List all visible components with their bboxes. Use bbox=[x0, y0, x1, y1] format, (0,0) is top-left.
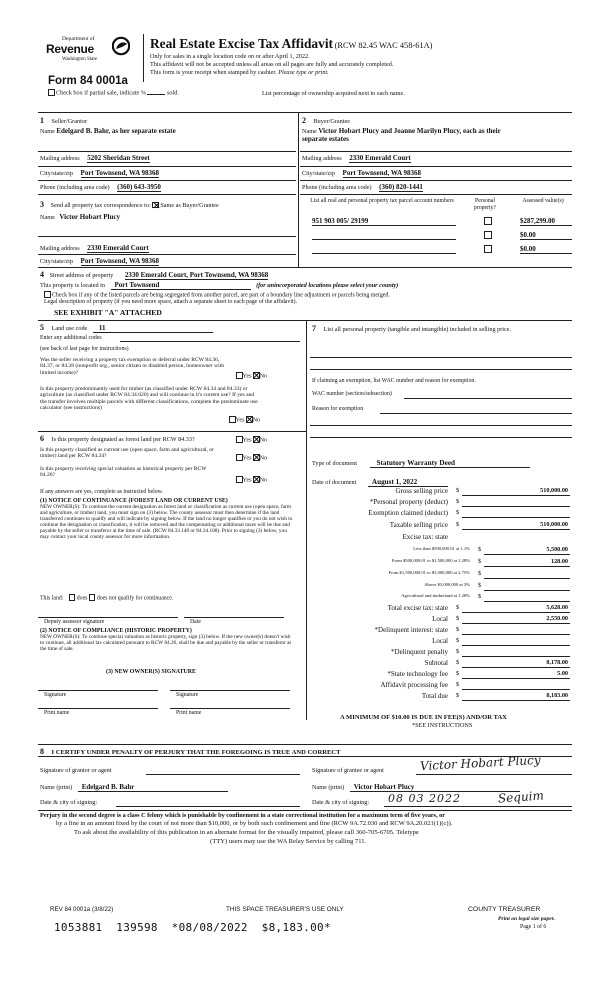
notice-compliance-body: NEW OWNER(S): To continue special valuation as historic property, sign (3) below. If the new owner(s) doesn't wish to continue, all additional tax calculated pursuant to RCW 84.26, shall be due and payable by the seller or transferor at the time of sale. bbox=[40, 634, 291, 652]
personal-property-label: 7 List all personal property (tangible and intangible) included in selling price. bbox=[312, 324, 512, 333]
parcel-number[interactable] bbox=[312, 245, 456, 254]
buyer-city[interactable]: Port Townsend, WA 98368 bbox=[342, 169, 421, 177]
new-owner-signature-label: Signature bbox=[176, 692, 199, 698]
exemption-claimed-row: Exemption claimed (deduct) $ bbox=[318, 509, 570, 519]
county-treasurer-label: COUNTY TREASURER bbox=[468, 906, 541, 913]
treasurer-space-label: THIS SPACE TREASURER'S USE ONLY bbox=[226, 906, 344, 913]
seller-city-row: City/state/zip Port Townsend, WA 98368 bbox=[40, 169, 159, 177]
delinquent-penalty-row: *Delinquent penalty $ bbox=[318, 648, 570, 658]
perjury-line-2: by a fine in an amount fixed by the court of not more than $10,000, or by both such confinement and fine (RCW 9A.72.030 and RCW 9A.20.021(1)(c)). bbox=[56, 820, 453, 827]
current-use-no-checkbox[interactable] bbox=[253, 454, 260, 461]
notice-compliance-title: (2) NOTICE OF COMPLIANCE (HISTORIC PROPERTY) bbox=[40, 628, 192, 634]
parcel-row bbox=[308, 230, 572, 242]
see-instructions-note: *SEE INSTRUCTIONS bbox=[412, 722, 473, 729]
deputy-date-label: Date bbox=[190, 619, 201, 625]
delinquent-state-row: *Delinquent interest: state $ bbox=[318, 626, 570, 636]
grantee-city[interactable]: Sequim bbox=[497, 788, 545, 806]
current-use-yes-checkbox[interactable] bbox=[236, 454, 243, 461]
personal-property-checkbox[interactable] bbox=[484, 217, 492, 225]
does-qualify-checkbox[interactable] bbox=[69, 594, 76, 601]
historic-yes-checkbox[interactable] bbox=[236, 476, 243, 483]
buyer-heading: 2 Buyer/Grantee bbox=[302, 116, 350, 125]
located-in-row: This property is located in Port Townsend (for unincorporated locations please select your county) bbox=[40, 281, 399, 289]
seller-name-row: Name Edelgard B. Bahr, as her separate estate bbox=[40, 127, 176, 135]
parcel-number[interactable] bbox=[312, 231, 456, 240]
total-state-row: Total excise tax: state $ 5,628.00 bbox=[387, 604, 568, 612]
land-use-row: 5 Land use code 11 bbox=[40, 323, 213, 333]
timber-no-checkbox[interactable] bbox=[246, 416, 253, 423]
notice-continuance-body: NEW OWNER(S): To continue the current designation as forest land or classification as current use (open space, farm and agriculture, or timber) land, you must sign on (3) below. The county assessor must then determine if the land transferred continues to qualify and will indicate by signing below. If the land no longer qualifies or you do not wish to continue the designation or classification, it will be removed and the compensating or additional taxes will be due and payable by the seller or transferor at the time of sale. (RCW 84.33.140 or 84.34.108). Prior to signing (3) below, you may contact your local county assessor for more information. bbox=[40, 504, 293, 540]
tier1-amount[interactable]: 5,500.00 bbox=[546, 546, 568, 553]
buyer-phone-row: Phone (including area code) (360) 820-1441 bbox=[302, 183, 423, 191]
correspondence-row: 3 Send all property tax correspondence to: Same as Buyer/Grantee bbox=[40, 200, 219, 209]
state-technology-fee[interactable]: 5.00 bbox=[557, 670, 568, 677]
exemption-yes-checkbox[interactable] bbox=[236, 372, 243, 379]
tier5-row: Agricultural and timberland at 1.28% $ bbox=[318, 593, 570, 603]
cashier-stamp: 1053881 139598 *08/08/2022 $8,183.00* bbox=[54, 921, 331, 934]
grantee-date[interactable]: 08 03 2022 bbox=[388, 792, 461, 805]
tier2-row: From $500,000.01 to $1,500,000 at 1.28% $ 128.00 bbox=[391, 558, 568, 565]
affidavit-fee-row: Affidavit processing fee $ bbox=[318, 681, 570, 691]
tier3-row: From $1,500,000.01 to $3,000,000 at 2.75% $ bbox=[318, 570, 570, 580]
gross-selling-price-row: Gross selling price $ 510,000.00 bbox=[395, 487, 568, 495]
correspondence-mailing-row: Mailing address 2330 Emerald Court bbox=[40, 244, 149, 252]
see-back-note: (see back of last page for instructions) bbox=[40, 346, 129, 352]
seller-name[interactable]: Edelgard B. Bahr, as her separate estate bbox=[56, 127, 176, 135]
assessed-value[interactable]: $287,299.00 bbox=[520, 217, 572, 226]
timber-question: Is this property predominantly used for timber (as classified under RCW 84.34 and 84.33) or agriculture (as classified under RCW 84.34.020) and will continue in it's current use? If yes and the transfer involves multiple parcels with different classifications, complete the predominate use calculator (see instructions) bbox=[40, 386, 258, 412]
same-as-buyer-checkbox[interactable] bbox=[152, 202, 159, 209]
exhibit-attached: SEE EXHIBIT "A" ATTACHED bbox=[54, 308, 162, 317]
notice-continuance-title: (1) NOTICE OF CONTINUANCE (FOREST LAND OR CURRENT USE) bbox=[40, 498, 228, 504]
local-tax-row: Local $ 2,550.00 bbox=[432, 615, 568, 623]
dor-logo bbox=[46, 36, 134, 66]
historic-question: Is this property receiving special valuation as historical property per RCW 84.26? bbox=[40, 466, 207, 479]
buyer-name-row: Name Victor Hobart Plucy and Joanne Marilyn Plucy, each as their separate estates bbox=[302, 127, 501, 144]
total-due[interactable]: 8,183.00 bbox=[546, 692, 568, 699]
historic-no-checkbox[interactable] bbox=[253, 476, 260, 483]
tier1-row: Less than $500,000.01 at 1.1% $ 5,500.00 bbox=[413, 546, 568, 553]
exemption-question: Was the seller receiving a property tax exemption or deferral under RCW 84.36, 84.37, or 84.38 (nonprofit org., senior citizen or disabled person, homeowner with limited income)? bbox=[40, 357, 224, 376]
title-rcw: (RCW 82.45 WAC 458-61A) bbox=[334, 41, 433, 50]
seller-phone-row: Phone (including area code) (360) 643-3950 bbox=[40, 183, 161, 191]
correspondence-mailing[interactable]: 2330 Emerald Court bbox=[87, 244, 149, 252]
total-excise-state[interactable]: 5,628.00 bbox=[546, 604, 568, 611]
assessed-value[interactable]: $0.00 bbox=[520, 245, 572, 254]
street-address-row: 4 Street address of property 2330 Emerald Court, Port Townsend, WA 98368 bbox=[40, 270, 269, 279]
gross-selling-price[interactable]: 510,000.00 bbox=[540, 487, 568, 494]
page-number: Page 1 of 6 bbox=[520, 924, 547, 930]
correspondence-name-row: Name Victor Hobart Plucy bbox=[40, 213, 120, 221]
dept-line2: Revenue bbox=[46, 42, 94, 56]
parcel-col-header: List all real and personal property tax parcel account numbers bbox=[310, 198, 454, 204]
legal-paper-note: Print on legal size paper. bbox=[498, 916, 556, 922]
grantor-date-label: Date & city of signing: bbox=[40, 799, 98, 806]
header-note-2: This affidavit will not be accepted unless all areas on all pages are fully and accurately completed. bbox=[150, 61, 394, 68]
exemption-no-checkbox[interactable] bbox=[253, 372, 260, 379]
forest-yes-no: Yes No bbox=[236, 436, 267, 444]
seller-city[interactable]: Port Townsend, WA 98368 bbox=[80, 169, 159, 177]
minimum-fee-note: A MINIMUM OF $10.00 IS DUE IN FEE(S) AND/OR TAX bbox=[340, 714, 507, 721]
form-title bbox=[150, 36, 432, 51]
availability-note: To ask about the availability of this publication in an alternate format for the visually impaired, please call 360-705-6705. Teletype bbox=[74, 829, 419, 836]
buyer-city-row: City/state/zip Port Townsend, WA 98368 bbox=[302, 169, 421, 177]
ownership-note: List percentage of ownership acquired next to each name. bbox=[262, 90, 405, 97]
certify-statement: 8 I CERTIFY UNDER PENALTY OF PERJURY THAT THE FOREGOING IS TRUE AND CORRECT bbox=[40, 747, 341, 756]
legal-description-note: Legal description of property (if you need more space, attach a separate sheet to each page of the affidavit). bbox=[44, 299, 298, 305]
personal-property-checkbox[interactable] bbox=[484, 231, 492, 239]
document-type-row: Type of document Statutory Warranty Deed bbox=[312, 459, 530, 468]
parcel-row bbox=[308, 216, 572, 228]
partial-sale-row bbox=[48, 89, 179, 97]
assessed-value[interactable]: $0.00 bbox=[520, 231, 572, 240]
land-use-code[interactable]: 11 bbox=[93, 324, 213, 333]
exemption-yes-no: Yes No bbox=[236, 372, 267, 380]
if-yes-note: If any answers are yes, complete as instructed below. bbox=[40, 489, 163, 495]
document-type[interactable]: Statutory Warranty Deed bbox=[370, 459, 530, 468]
local-tax[interactable]: 2,550.00 bbox=[546, 615, 568, 622]
new-owner-print-label: Print name bbox=[44, 710, 70, 716]
document-date-row: Date of document August 1, 2022 bbox=[312, 478, 448, 487]
grantee-signature[interactable]: Victor Hobart Plucy bbox=[419, 752, 541, 774]
dept-line1: Department of bbox=[62, 36, 95, 42]
forest-no-checkbox[interactable] bbox=[253, 436, 260, 443]
taxable-selling-price[interactable]: 510,000.00 bbox=[540, 521, 568, 528]
partial-sold-label: sold. bbox=[167, 89, 179, 97]
assessed-col-header: Assessed value(s) bbox=[522, 198, 564, 204]
tty-note: (TTY) users may use the WA Relay Service by calling 711. bbox=[210, 838, 367, 845]
reason-label: Reason for exemption bbox=[312, 406, 364, 412]
header-note-3: This form is your receipt when stamped by cashier. Please type or print. bbox=[150, 69, 329, 76]
partial-sale-label: Check box if partial sale, indicate % bbox=[56, 89, 146, 97]
subtotal-row: Subtotal $ 8,178.00 bbox=[424, 659, 568, 667]
personal-property-deduct-row: *Personal property (deduct) $ bbox=[318, 498, 570, 508]
personal-col-header: Personal property? bbox=[473, 198, 497, 211]
grantor-name-row: Name (print) Edelgard B. Bahr bbox=[40, 783, 228, 792]
buyer-name-line1[interactable]: Victor Hobart Plucy and Joanne Marilyn Plucy, each as their bbox=[318, 127, 501, 135]
perjury-line-1: Perjury in the second degree is a class C felony which is punishable by confinement in a state correctional institution for a maximum term of five years, or bbox=[40, 812, 445, 819]
tech-fee-row: *State technology fee $ 5.00 bbox=[387, 670, 568, 678]
revision-label: REV 84 0001a (3/8/22) bbox=[50, 906, 114, 913]
deputy-signature-label: Deputy assessor signature bbox=[44, 619, 105, 625]
grantee-name-row: Name (print) Victor Hobart Plucy bbox=[312, 783, 520, 792]
current-use-yes-no: Yes No bbox=[236, 454, 267, 462]
forest-yes-checkbox[interactable] bbox=[236, 436, 243, 443]
dept-line3: Washington State bbox=[62, 57, 98, 62]
continuance-row: This land: does does not qualify for continuance. bbox=[40, 595, 174, 602]
delinquent-local-row: Local $ bbox=[318, 637, 570, 647]
segregated-row: Check box if any of the listed parcels are being segregated from another parcel, are part of a boundary line adjustment or parcels being merged. bbox=[44, 291, 390, 299]
additional-codes-label: Enter any additional codes bbox=[40, 335, 102, 341]
buyer-name-line2[interactable]: separate estates bbox=[302, 135, 349, 144]
new-owner-signature-label: Signature bbox=[44, 692, 67, 698]
buyer-mailing-row: Mailing address 2330 Emerald Court bbox=[302, 154, 411, 162]
timber-yes-checkbox[interactable] bbox=[229, 416, 236, 423]
dor-emblem-icon bbox=[112, 36, 130, 56]
property-street[interactable]: 2330 Emerald Court, Port Townsend, WA 98368 bbox=[124, 271, 269, 279]
correspondence-city[interactable]: Port Townsend, WA 98368 bbox=[80, 257, 159, 265]
grantor-name[interactable]: Edelgard B. Bahr bbox=[78, 783, 228, 792]
taxable-selling-price-row: Taxable selling price $ 510,000.00 bbox=[389, 521, 568, 529]
correspondence-city-row: City/state/zip Port Townsend, WA 98368 bbox=[40, 257, 159, 265]
excise-tax-state-label: Excise tax: state bbox=[402, 533, 448, 541]
timber-yes-no: Yes No bbox=[229, 416, 260, 424]
grantee-name[interactable]: Victor Hobart Plucy bbox=[350, 783, 520, 792]
seller-heading: 1 Seller/Grantor bbox=[40, 116, 87, 125]
subtotal[interactable]: 8,178.00 bbox=[546, 659, 568, 666]
current-use-question: Is this property classified as current use (open space, farm and agricultural, or timber) land per RCW 84.34? bbox=[40, 447, 214, 460]
personal-property-checkbox[interactable] bbox=[484, 245, 492, 253]
document-date[interactable]: August 1, 2022 bbox=[368, 478, 448, 487]
historic-yes-no: Yes No bbox=[236, 476, 267, 484]
wac-number-label: WAC number (section/subsection) bbox=[312, 391, 392, 397]
seller-mailing[interactable]: 5202 Sheridan Street bbox=[87, 154, 150, 162]
segregated-checkbox[interactable] bbox=[44, 291, 51, 298]
total-due-row: Total due $ 8,183.00 bbox=[421, 692, 568, 700]
does-not-qualify-checkbox[interactable] bbox=[89, 594, 96, 601]
partial-sale-checkbox[interactable] bbox=[48, 89, 55, 96]
grantee-signature-label: Signature of grantee or agent bbox=[312, 767, 384, 774]
title-text: Real Estate Excise Tax Affidavit bbox=[150, 36, 334, 51]
buyer-mailing[interactable]: 2330 Emerald Court bbox=[349, 154, 411, 162]
grantee-date-label: Date & city of signing: bbox=[312, 799, 370, 806]
tier2-amount[interactable]: 128.00 bbox=[550, 558, 568, 565]
correspondence-name[interactable]: Victor Hobart Plucy bbox=[59, 213, 120, 221]
grantor-signature-label: Signature of grantor or agent bbox=[40, 767, 112, 774]
new-owner-signature-title: (3) NEW OWNER(S) SIGNATURE bbox=[106, 669, 196, 675]
seller-mailing-row: Mailing address 5202 Sheridan Street bbox=[40, 154, 150, 162]
forest-question: 6 Is this property designated as forest land per RCW 84.33? bbox=[40, 434, 195, 443]
header-note-1: Only for sales in a single location code on or after April 1, 2022. bbox=[150, 53, 310, 60]
located-in[interactable]: Port Townsend bbox=[111, 281, 251, 290]
form-number: Form 84 0001a bbox=[48, 75, 128, 87]
claiming-exemption-label: If claiming an exemption, list WAC number and reason for exemption. bbox=[312, 378, 476, 384]
new-owner-print-label: Print name bbox=[176, 710, 202, 716]
tier4-row: Above $3,000,000 at 3% $ bbox=[318, 582, 570, 592]
seller-phone[interactable]: (360) 643-3950 bbox=[117, 183, 161, 191]
buyer-phone[interactable]: (360) 820-1441 bbox=[379, 183, 423, 191]
parcel-number[interactable]: 951 903 005/ 29199 bbox=[312, 217, 456, 226]
parcel-row bbox=[308, 244, 572, 256]
